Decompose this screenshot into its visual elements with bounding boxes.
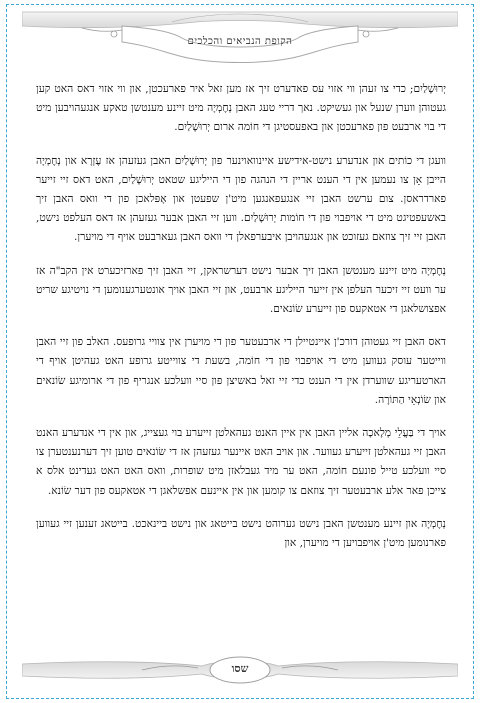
page-number: שסו [231, 662, 249, 675]
paragraph: יְרוּשָׁלַיִם; כדי צו זעהן ווי אזוי עס פאדערט זיך אז מען זאל איר פארעכטן, און ווי אזוי דאס האט קען געטוהן ווערן שנעל און געשיקט. נאך דריי טעג האבן נְחֶמְיָה מיט זיינע מענטשן טאקע אנגעהויבען מיט די בוי ארבעט פון פארעכטן און באפעסטיגן די חוֹמה ארום יְרוּשָׁלַיִם. [36, 83, 446, 134]
page-body [36, 80, 446, 567]
paragraph: נְחֶמְיָה מיט זיינע מענטשן האבן זיך אבער נישט דערשראקן, זיי האבן זיך פארזיכערט אין הקב"ה אז ער וועט זיי זיכער העלפן אין זייער הייליגע ארבעט, און זיי האבן אויך אונטערגענומען די נויטיגע שריט אפצושלאגן די אטאקעס פון זייערע שׂוֹנאים. [36, 264, 446, 316]
paragraph: וועגן די כוֹתים און אנדערע נישט-אידישע איינוואוינער פון יְרוּשָׁלַיִם האבן געזעהן אז עֶזְרָא און נְחֶמְיָה הייבן אָן צו נעמען אין די הענט אריין די הנהגה פון די הייליגע שטאט יְרוּשָׁלַיִם, האט דאס זיי זייער פארדראסן. צום ערשט האבן זיי אנגעפאנגען מיט'ן שפעטן און אָפּלאכן פון די וואס האבן זיך באשעפטיגט מיט די אויפבוי פון די חוֹמות יְרוּשָׁלַיִם. ווען זיי האבן אבער געזעהן אז דאס העלפט נישט, האבן זיי זיך צוזאם געזוכט און אנגעהויבן איבערפאלן די וואס האבן געארבעט אויף די מויערן. [36, 154, 446, 244]
paragraph: נְחֶמְיָה און זיינע מענטשן האבן נישט גערוהט נישט בייטאג און נישט ביינאכט. בייטאג זענען זיי געווען פארנומען מיט'ן אויפבויען די מויערן, און [36, 517, 446, 550]
page-header [22, 8, 458, 66]
paragraph: אויך די בַּעֲלֵי מְלָאכָה אליין האבן אין איין האנט געהאלטן זייערע בוי געצייג, און אין די אנדערע האנט האבן זיי געהאלטן זייערע געווער. און אויב האט איינער געזעהן אז די שׂוֹנאים טוען זיך דערנענטערן צו סיי וועלכע טייל פונעם חוֹמה, האט ער מיד געבלאזן מיט שופרות, וואס האט האט געדינט אלס א צייכן פאר אלע ארבעטער זיך צוזאם צו קומען און אין איינעם אפשלאגן די אטאקעס פון דער שׂוֹנא. [36, 427, 446, 497]
page-footer [22, 650, 458, 690]
paragraph: דאס האבן זיי געטוהן דורכ'ן איינטיילן די ארבעטער פון די מויערן אין צוויי גרופעס. האלב פון זיי האבן ווייטער עוסק געווען מיט די אויפבוי פון די חוֹמה, בשעת די צווייטע גרופע האט געהיטן אויף די הארטעריגע שווערדן אין די הענט כדי זיי זאל באשיצן פון סיי וועלכע אנגריף פון די ארומיגע שׂוֹנאים און שׂוֹנְאֵי הַתּוֹרָה. [36, 336, 446, 406]
header-title: הקופת הנביאים והכלכים [187, 36, 293, 47]
